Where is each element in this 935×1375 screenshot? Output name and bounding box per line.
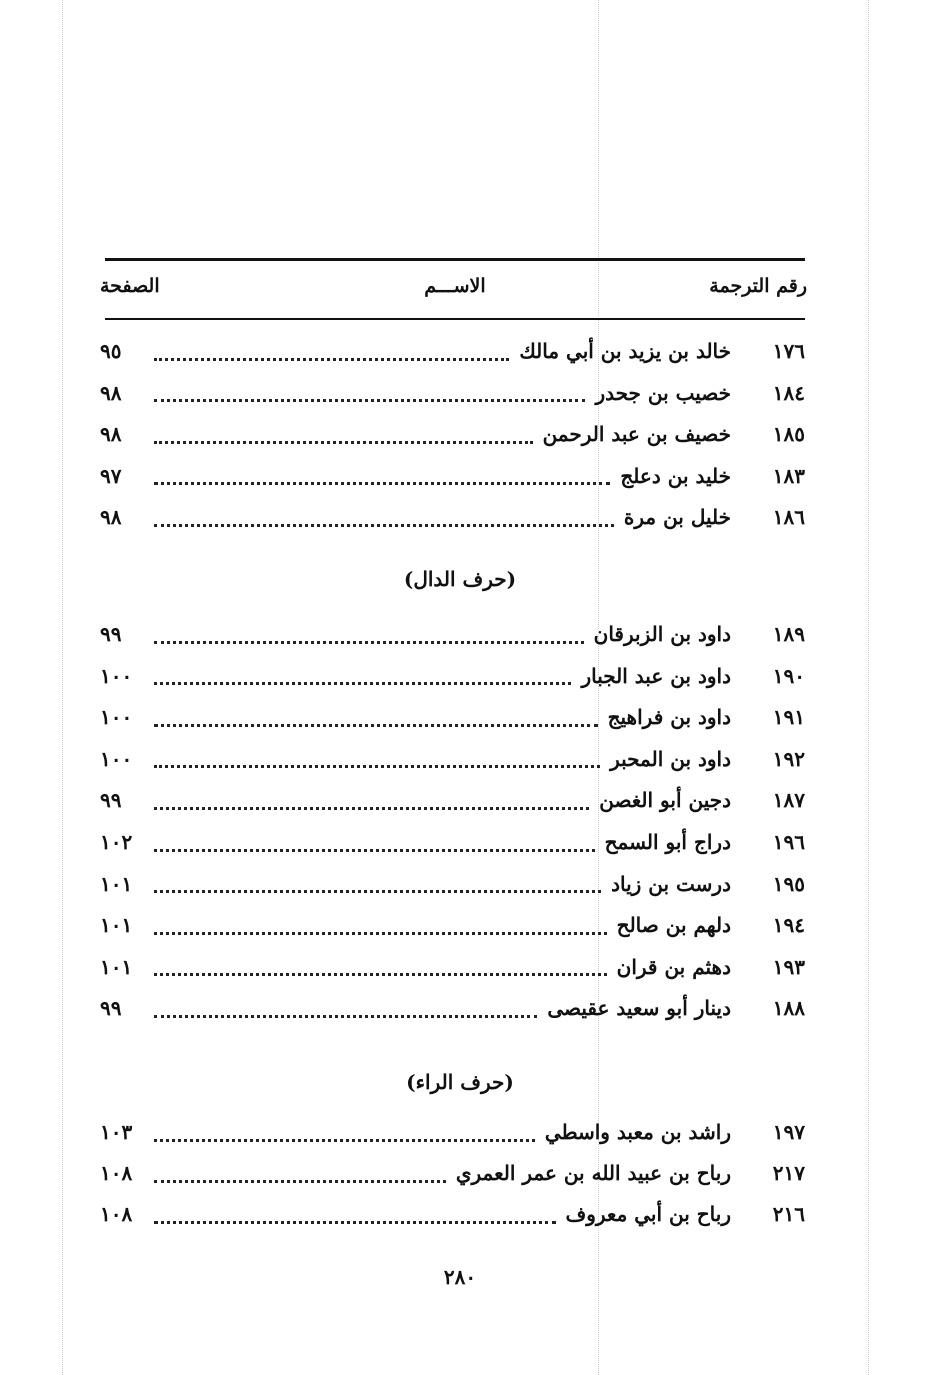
index-entry <box>100 459 805 493</box>
entry-page: ١٠١ <box>100 913 133 938</box>
entry-name: دهثم بن قران <box>616 954 731 979</box>
entry-number: ١٨٣ <box>772 463 805 488</box>
entry-name: خصيب بن جحدر <box>595 380 731 405</box>
entry-page: ١٠١ <box>100 871 133 896</box>
header-name: الاســـم <box>424 275 486 297</box>
dot-leader <box>154 973 607 976</box>
dot-leader <box>154 482 610 485</box>
entry-name: داود بن عبد الجبار <box>581 663 731 688</box>
entry-name: داود بن فراهيج <box>607 705 731 730</box>
index-entry <box>100 1197 805 1231</box>
dot-leader <box>154 441 533 444</box>
index-entry <box>100 783 805 817</box>
dot-leader <box>154 1221 556 1224</box>
entry-page: ٩٩ <box>100 622 122 646</box>
dot-leader <box>154 932 607 935</box>
index-entry <box>100 1115 805 1149</box>
dot-leader <box>154 524 614 527</box>
entry-name: راشد بن معبد واسطي <box>544 1120 731 1144</box>
entry-page: ٩٩ <box>100 788 122 813</box>
entry-number: ١٧٦ <box>772 339 805 363</box>
entry-name: دجين أبو الغصن <box>599 788 731 813</box>
entry-page: ١٠٠ <box>100 705 133 730</box>
entry-number: ١٨٨ <box>772 996 805 1021</box>
entry-page: ٩٥ <box>100 339 122 363</box>
index-entry <box>100 825 805 859</box>
entry-page: ١٠٣ <box>100 1120 133 1144</box>
entry-number: ١٨٧ <box>772 788 805 813</box>
dot-leader <box>154 807 589 810</box>
entry-page: ١٠١ <box>100 954 133 979</box>
header-page: الصفحة <box>100 275 160 297</box>
entry-page: ١٠٢ <box>100 830 133 854</box>
entry-name: خليد بن دعلج <box>620 463 731 488</box>
index-entry <box>100 991 805 1025</box>
dot-leader <box>154 890 601 893</box>
entry-name: خصيف بن عبد الرحمن <box>542 422 731 446</box>
section-heading-ra: (حرف الراء) <box>406 1070 514 1094</box>
entry-name: دراج أبو السمح <box>604 830 731 854</box>
entry-name: داود بن المحبر <box>610 746 731 771</box>
entry-name: داود بن الزبرقان <box>593 622 731 646</box>
entry-number: ١٩٥ <box>772 871 805 896</box>
entry-page: ٩٨ <box>100 422 122 446</box>
index-entry <box>100 908 805 942</box>
dot-leader <box>154 358 509 361</box>
entry-name: درست بن زياد <box>611 871 731 896</box>
entry-name: خليل بن مرة <box>623 505 731 529</box>
entry-number: ١٩٤ <box>772 913 805 938</box>
section-heading-dal: (حرف الدال) <box>403 567 517 591</box>
entry-page: ١٠٠ <box>100 663 133 688</box>
entry-name: خالد بن يزيد بن أبي مالك <box>519 339 731 363</box>
entry-number: ١٨٥ <box>772 422 805 446</box>
dot-leader <box>154 641 584 644</box>
entry-page: ٩٨ <box>100 505 122 529</box>
index-entry <box>100 376 805 410</box>
index-entry <box>100 500 805 534</box>
index-entry <box>100 417 805 451</box>
header-number: رقم الترجمة <box>709 275 807 297</box>
index-entry <box>100 742 805 776</box>
entry-name: رباح بن أبي معروف <box>565 1202 731 1226</box>
page-number: ٢٨٠ <box>443 1265 477 1289</box>
entry-number: ١٩٣ <box>772 954 805 979</box>
entry-number: ١٩٦ <box>772 830 805 854</box>
entry-number: ١٨٩ <box>772 622 805 646</box>
entry-number: ٢١٦ <box>772 1202 805 1226</box>
index-entry <box>100 659 805 693</box>
index-entry <box>100 700 805 734</box>
entry-name: دلهم بن صالح <box>616 913 731 938</box>
entry-number: ١٩٠ <box>772 663 805 688</box>
entry-number: ١٩١ <box>772 705 805 730</box>
index-entry <box>100 950 805 984</box>
entry-page: ١٠٠ <box>100 746 133 771</box>
entry-page: ١٠٨ <box>100 1202 133 1226</box>
index-entry <box>100 1156 805 1190</box>
entry-number: ١٩٢ <box>772 746 805 771</box>
dot-leader <box>154 682 571 685</box>
dot-leader <box>154 724 598 727</box>
entry-page: ٩٩ <box>100 996 122 1021</box>
dot-leader <box>154 849 595 852</box>
entry-number: ٢١٧ <box>772 1161 805 1185</box>
entry-number: ١٩٧ <box>772 1120 805 1144</box>
entry-number: ١٨٤ <box>772 380 805 405</box>
entry-name: رباح بن عبيد الله بن عمر العمري <box>455 1161 731 1185</box>
dot-leader <box>154 765 600 768</box>
dot-leader <box>154 1139 535 1142</box>
entry-number: ١٨٦ <box>772 505 805 529</box>
dot-leader <box>154 399 585 402</box>
entry-name: دينار أبو سعيد عقيصى <box>547 996 731 1021</box>
entry-page: ٩٧ <box>100 463 122 488</box>
dot-leader <box>154 1015 537 1018</box>
dot-leader <box>154 1180 446 1183</box>
index-entry <box>100 867 805 901</box>
entry-page: ١٠٨ <box>100 1161 133 1185</box>
index-entry <box>100 617 805 651</box>
entry-page: ٩٨ <box>100 380 122 405</box>
index-entry <box>100 334 805 368</box>
